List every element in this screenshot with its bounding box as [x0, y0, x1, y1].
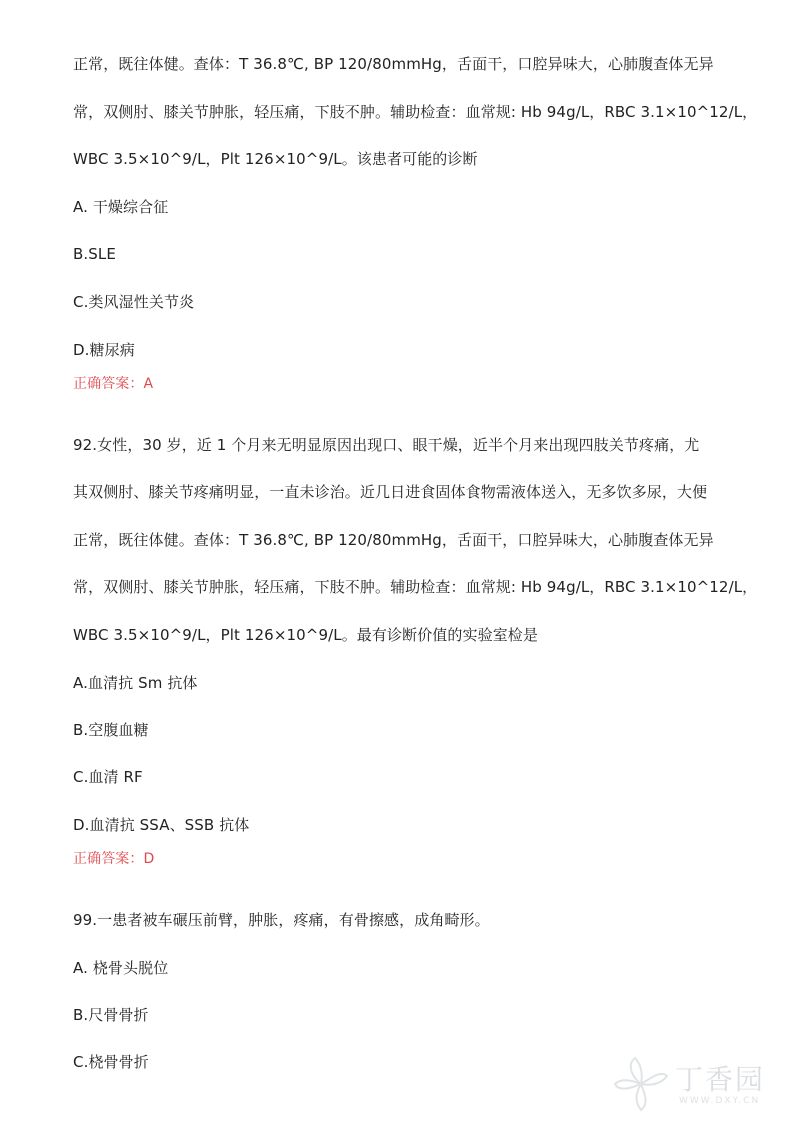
question-text-line: 其双侧肘、膝关节疼痛明显，一直未诊治。近几日进食固体食物需液体送入，无多饮多尿，大便 [73, 483, 708, 501]
watermark-url: WWW.DXY.CN [679, 1096, 761, 1106]
option-d: D.糖尿病 [73, 341, 135, 359]
option-c: C.血清 RF [73, 768, 143, 786]
correct-answer: 正确答案：A [73, 376, 154, 392]
question-text-line: 正常，既往体健。查体：T 36.8℃, BP 120/80mmHg，舌面干，口腔异味大，心肺腹查体无异 [73, 531, 714, 549]
option-c: C.桡骨骨折 [73, 1053, 149, 1071]
flower-logo-icon [609, 1054, 673, 1112]
option-d: D.血清抗 SSA、SSB 抗体 [73, 816, 250, 834]
question-text-line: WBC 3.5×10^9/L，Plt 126×10^9/L。该患者可能的诊断 [73, 150, 478, 168]
option-b: B.空腹血糖 [73, 721, 149, 739]
watermark-text: 丁香园 [675, 1063, 766, 1096]
question-text-line: 常，双侧肘、膝关节肿胀，轻压痛，下肢不肿。辅助检查：血常规: Hb 94g/L，RBC 3.1×10^12/L， [73, 578, 758, 596]
option-b: B.尺骨骨折 [73, 1006, 149, 1024]
question-text-line: 99.一患者被车碾压前臂，肿胀，疼痛，有骨擦感，成角畸形。 [73, 911, 490, 929]
option-a: A. 桡骨头脱位 [73, 959, 169, 977]
question-text-line: WBC 3.5×10^9/L，Plt 126×10^9/L。最有诊断价值的实验室检是 [73, 626, 539, 644]
watermark [609, 1054, 779, 1112]
correct-answer: 正确答案：D [73, 851, 155, 867]
question-text-line: 92.女性，30 岁，近 1 个月来无明显原因出现口、眼干燥，近半个月来出现四肢关节疼痛，尤 [73, 436, 700, 454]
option-c: C.类风湿性关节炎 [73, 293, 195, 311]
question-text-line: 常，双侧肘、膝关节肿胀，轻压痛，下肢不肿。辅助检查：血常规: Hb 94g/L，RBC 3.1×10^12/L， [73, 103, 758, 121]
option-a: A.血清抗 Sm 抗体 [73, 674, 198, 692]
option-a: A. 干燥综合征 [73, 198, 169, 216]
option-b: B.SLE [73, 245, 116, 263]
question-text-line: 正常，既往体健。查体：T 36.8℃, BP 120/80mmHg，舌面干，口腔异味大，心肺腹查体无异 [73, 55, 714, 73]
